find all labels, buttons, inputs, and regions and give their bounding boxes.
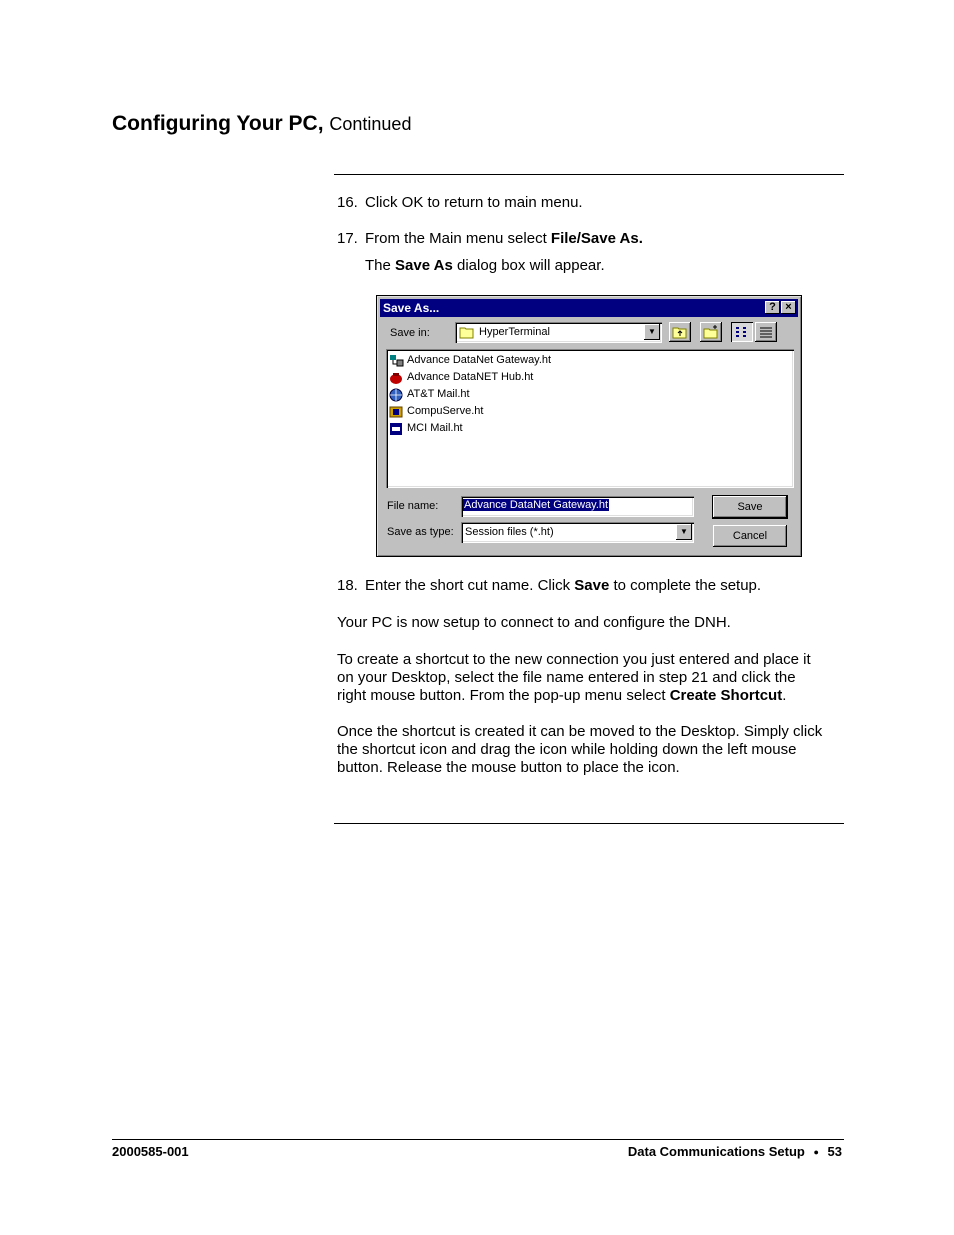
cancel-button[interactable]: Cancel [713, 525, 787, 547]
list-item[interactable] [389, 369, 551, 386]
close-button[interactable]: × [781, 301, 796, 314]
step-bold-text: Save [574, 577, 610, 594]
paragraph-line: the shortcut icon and drag the icon while holding down the left mouse [337, 741, 797, 758]
folder-icon [459, 325, 475, 344]
chevron-down-icon[interactable]: ▼ [644, 324, 660, 340]
top-rule [334, 174, 844, 175]
paragraph-move-shortcut [337, 723, 822, 777]
paragraph-create-shortcut [337, 651, 811, 705]
paragraph-line: To create a shortcut to the new connection you just entered and place it [337, 651, 811, 668]
save-as-dialog [376, 295, 802, 557]
text: . [782, 687, 787, 704]
file-name: MCI Mail.ht [407, 422, 463, 434]
footer-rule [112, 1139, 844, 1140]
hub-icon [389, 371, 404, 385]
bold-text: Create Shortcut [669, 687, 783, 704]
bottom-rule [334, 823, 844, 824]
step-text: Enter the short cut name. Click [365, 577, 575, 594]
footer-section: Data Communications Setup [627, 1144, 805, 1159]
step-16 [337, 194, 583, 212]
save-type-value: Session files (*.ht) [465, 526, 554, 538]
paragraph-setup-complete: Your PC is now setup to connect to and configure the DNH. [337, 614, 731, 631]
step-17 [337, 230, 643, 248]
file-name: Advance DataNet Gateway.ht [407, 354, 552, 366]
file-name: Advance DataNET Hub.ht [407, 371, 534, 383]
save-in-select[interactable] [455, 322, 662, 343]
new-folder-icon [703, 325, 719, 339]
paragraph-line: Once the shortcut is created it can be moved to the Desktop. Simply click [337, 723, 823, 740]
gateway-icon [389, 354, 404, 368]
globe-icon [389, 388, 404, 402]
mci-icon [389, 422, 404, 436]
list-item[interactable] [389, 420, 551, 437]
compuserve-icon [389, 405, 404, 419]
step-text: to complete the setup. [609, 577, 762, 594]
help-button[interactable]: ? [765, 301, 780, 314]
page-title [112, 112, 411, 136]
sub-text: The [365, 257, 396, 274]
list-item[interactable] [389, 386, 551, 403]
step-18 [337, 577, 761, 595]
paragraph-line [337, 687, 811, 705]
new-folder-button[interactable] [700, 322, 722, 342]
up-folder-icon [672, 325, 688, 339]
dialog-title: Save As... [383, 301, 440, 315]
save-type-select[interactable] [461, 522, 694, 543]
file-name: AT&T Mail.ht [407, 388, 470, 400]
file-name-value: Advance DataNet Gateway.ht [464, 499, 609, 511]
step-number: 18. [337, 577, 358, 594]
file-list[interactable] [386, 349, 794, 488]
step-number: 16. [337, 194, 358, 211]
step-number: 17. [337, 230, 358, 247]
details-view-icon [759, 326, 773, 338]
step-bold-text: File/Save As. [550, 230, 643, 247]
text: right mouse button. From the pop-up menu select [337, 687, 670, 704]
step-17-sub [365, 257, 605, 275]
paragraph-line: on your Desktop, select the file name entered in step 21 and click the [337, 669, 796, 686]
save-type-label: Save as type: [387, 526, 454, 538]
save-in-value: HyperTerminal [479, 326, 550, 338]
save-in-label: Save in: [390, 327, 430, 339]
step-text: Click OK to return to main menu. [365, 194, 583, 211]
step-text: From the Main menu select [365, 230, 551, 247]
footer-right [628, 1144, 842, 1159]
page-number: 53 [827, 1144, 842, 1159]
list-view-icon [735, 326, 749, 338]
list-item[interactable] [389, 403, 551, 420]
paragraph-line: button. Release the mouse button to place the icon. [337, 759, 680, 776]
footer-bullet: ● [813, 1147, 819, 1157]
list-view-button[interactable] [731, 322, 753, 342]
file-name: CompuServe.ht [407, 405, 484, 417]
list-item[interactable] [389, 352, 551, 369]
details-view-button[interactable] [755, 322, 777, 342]
page-title-continued: Continued [329, 114, 412, 134]
sub-text: dialog box will appear. [452, 257, 605, 274]
sub-bold: Save As [395, 257, 453, 274]
file-list-items [389, 352, 551, 437]
file-name-input[interactable] [461, 496, 694, 517]
up-folder-button[interactable] [669, 322, 691, 342]
footer-doc-number: 2000585-001 [112, 1144, 189, 1159]
file-name-label: File name: [387, 500, 439, 512]
dialog-titlebar [380, 299, 798, 317]
page-title-main: Configuring Your PC, [112, 112, 324, 135]
save-button[interactable]: Save [713, 496, 787, 518]
chevron-down-icon[interactable]: ▼ [676, 524, 692, 540]
